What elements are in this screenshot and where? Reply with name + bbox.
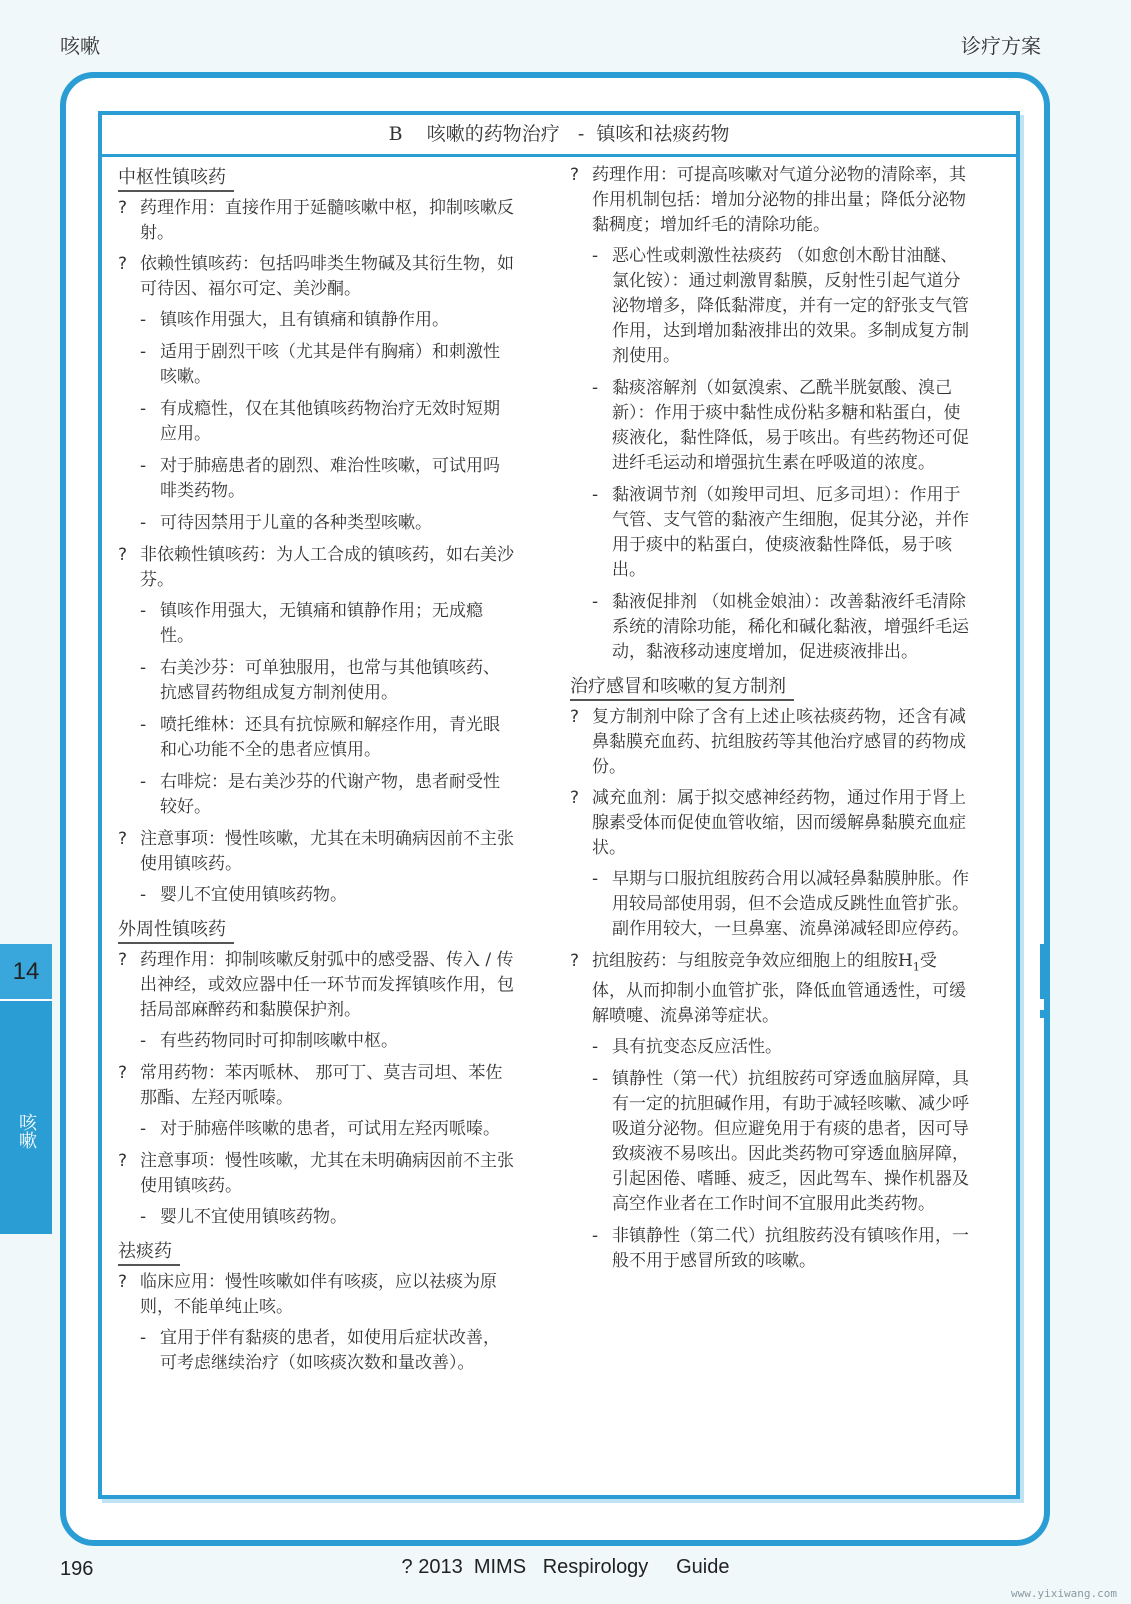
bullet-item: ? 药理作用：可提高咳嗽对气道分泌物的清除率，其作用机制包括：增加分泌物的排出量；降低分泌物黏稠度；增加纤毛的清除功能。 xyxy=(570,163,970,238)
panel-title: B 咳嗽的药物治疗 - 镇咳和祛痰药物 xyxy=(102,115,1016,157)
right-column xyxy=(570,163,970,1281)
dash-item: - 黏液促排剂 （如桃金娘油）：改善黏液纤毛清除系统的清除功能，稀化和碱化黏液，增强纤毛运动，黏液移动速度增加，促进痰液排出。 xyxy=(570,590,970,665)
bullet-item: ? 药理作用：抑制咳嗽反射弧中的感受器、传入 / 传出神经，或效应器中任一环节而发挥镇咳作用，包括局部麻醉药和黏膜保护剂。 xyxy=(118,948,516,1023)
edge-mark xyxy=(1040,944,1044,999)
content-panel xyxy=(98,111,1020,1499)
dash-item: - 有些药物同时可抑制咳嗽中枢。 xyxy=(118,1029,516,1054)
section-heading-compound: 治疗感冒和咳嗽的复方制剂 xyxy=(570,674,794,701)
chapter-label: 咳嗽 xyxy=(16,1113,37,1149)
chapter-number: 14 xyxy=(0,944,52,1001)
section-heading-central: 中枢性镇咳药 xyxy=(118,165,234,192)
footer-title: ? 2013 MIMS Respirology Guide xyxy=(401,1556,730,1578)
dash-item: - 非镇静性（第二代）抗组胺药没有镇咳作用，一般不用于感冒所致的咳嗽。 xyxy=(570,1224,970,1274)
subscript-one: 1 xyxy=(912,960,920,974)
dash-item: - 具有抗变态反应活性。 xyxy=(570,1035,970,1060)
dash-item: - 有成瘾性，仅在其他镇咳药物治疗无效时短期应用。 xyxy=(118,397,516,447)
dash-item: - 适用于剧烈干咳（尤其是伴有胸痛）和刺激性咳嗽。 xyxy=(118,340,516,390)
page-number: 196 xyxy=(60,1558,94,1580)
dash-item: - 恶心性或刺激性祛痰药 （如愈创木酚甘油醚、氯化铵）：通过刺激胃黏膜，反射性引起气道分泌物增多，降低黏滞度，并有一定的舒张支气管作用，达到增加黏液排出的效果。多制成复方制剂使用。 xyxy=(570,244,970,369)
section-heading-expectorant: 祛痰药 xyxy=(118,1239,180,1266)
bullet-item: ? 注意事项：慢性咳嗽，尤其在未明确病因前不主张使用镇咳药。 xyxy=(118,1149,516,1199)
bullet-item: ? 注意事项：慢性咳嗽，尤其在未明确病因前不主张使用镇咳药。 xyxy=(118,827,516,877)
antihistamine-text-post: 受体，从而抑制小血管扩张，降低血管通透性，可缓解喷嚏、流鼻涕等症状。 xyxy=(592,951,966,1027)
dash-item: - 早期与口服抗组胺药合用以减轻鼻黏膜肿胀。作用较局部使用弱，但不会造成反跳性血管扩张。副作用较大，一旦鼻塞、流鼻涕减轻即应停药。 xyxy=(570,867,970,942)
left-column xyxy=(118,163,516,1383)
bullet-item: ? 复方制剂中除了含有上述止咳祛痰药物，还含有减鼻黏膜充血药、抗组胺药等其他治疗感冒的药物成份。 xyxy=(570,705,970,780)
dash-item: - 宜用于伴有黏痰的患者，如使用后症状改善，可考虑继续治疗（如咳痰次数和量改善）。 xyxy=(118,1326,516,1376)
chapter-side-tab xyxy=(0,944,52,1234)
dash-item: - 镇咳作用强大，且有镇痛和镇静作用。 xyxy=(118,308,516,333)
dash-item: - 黏液调节剂（如羧甲司坦、厄多司坦）：作用于气管、支气管的黏液产生细胞，促其分泌，并作用于痰中的粘蛋白，使痰液黏性降低，易于咳出。 xyxy=(570,483,970,583)
dash-item: - 黏痰溶解剂（如氨溴索、乙酰半胱氨酸、溴己新）：作用于痰中黏性成份粘多糖和粘蛋白，使痰液化，黏性降低，易于咳出。有些药物还可促进纤毛运动和增强抗生素在呼吸道的浓度。 xyxy=(570,376,970,476)
bullet-item: ? 临床应用：慢性咳嗽如伴有咳痰，应以祛痰为原则，不能单纯止咳。 xyxy=(118,1270,516,1320)
dash-item: - 婴儿不宜使用镇咳药物。 xyxy=(118,1205,516,1230)
dash-item: - 右啡烷：是右美沙芬的代谢产物，患者耐受性较好。 xyxy=(118,770,516,820)
dash-item: - 对于肺癌伴咳嗽的患者，可试用左羟丙哌嗪。 xyxy=(118,1117,516,1142)
dash-item: - 镇咳作用强大，无镇痛和镇静作用；无成瘾性。 xyxy=(118,599,516,649)
bullet-item: ? 减充血剂：属于拟交感神经药物，通过作用于肾上腺素受体而促使血管收缩，因而缓解鼻黏膜充血症状。 xyxy=(570,786,970,861)
dash-item: - 对于肺癌患者的剧烈、难治性咳嗽，可试用吗啡类药物。 xyxy=(118,454,516,504)
bullet-item-antihistamine xyxy=(570,949,970,1029)
bullet-item: ? 常用药物：苯丙哌林、 那可丁、莫吉司坦、苯佐那酯、左羟丙哌嗪。 xyxy=(118,1061,516,1111)
dash-item: - 右美沙芬：可单独服用，也常与其他镇咳药、抗感冒药物组成复方制剂使用。 xyxy=(118,656,516,706)
running-header-left: 咳嗽 xyxy=(60,34,100,58)
section-heading-peripheral: 外周性镇咳药 xyxy=(118,917,234,944)
dash-item: - 可待因禁用于儿童的各种类型咳嗽。 xyxy=(118,511,516,536)
edge-mark xyxy=(1040,1010,1044,1018)
bullet-item: ? 依赖性镇咳药：包括吗啡类生物碱及其衍生物，如可待因、福尔可定、美沙酮。 xyxy=(118,252,516,302)
dash-item: - 镇静性（第一代）抗组胺药可穿透血脑屏障，具有一定的抗胆碱作用，有助于减轻咳嗽、减少呼吸道分泌物。但应避免用于有痰的患者，因可导致痰液不易咳出。因此类药物可穿透血脑屏障，引起困倦、嗜睡、疲乏，因此驾车、操作机器及高空作业者在工作时间不宜服用此类药物。 xyxy=(570,1067,970,1217)
dash-item: - 喷托维林：还具有抗惊厥和解痉作用，青光眼和心功能不全的患者应慎用。 xyxy=(118,713,516,763)
watermark: www.yixiwang.com xyxy=(1011,1587,1117,1600)
running-header-right: 诊疗方案 xyxy=(961,34,1041,58)
bullet-item: ? 非依赖性镇咳药：为人工合成的镇咳药，如右美沙芬。 xyxy=(118,543,516,593)
bullet-item: ? 药理作用：直接作用于延髓咳嗽中枢，抑制咳嗽反射。 xyxy=(118,196,516,246)
antihistamine-text-pre: 抗组胺药：与组胺竞争效应细胞上的组胺H xyxy=(592,951,913,971)
dash-item: - 婴儿不宜使用镇咳药物。 xyxy=(118,883,516,908)
